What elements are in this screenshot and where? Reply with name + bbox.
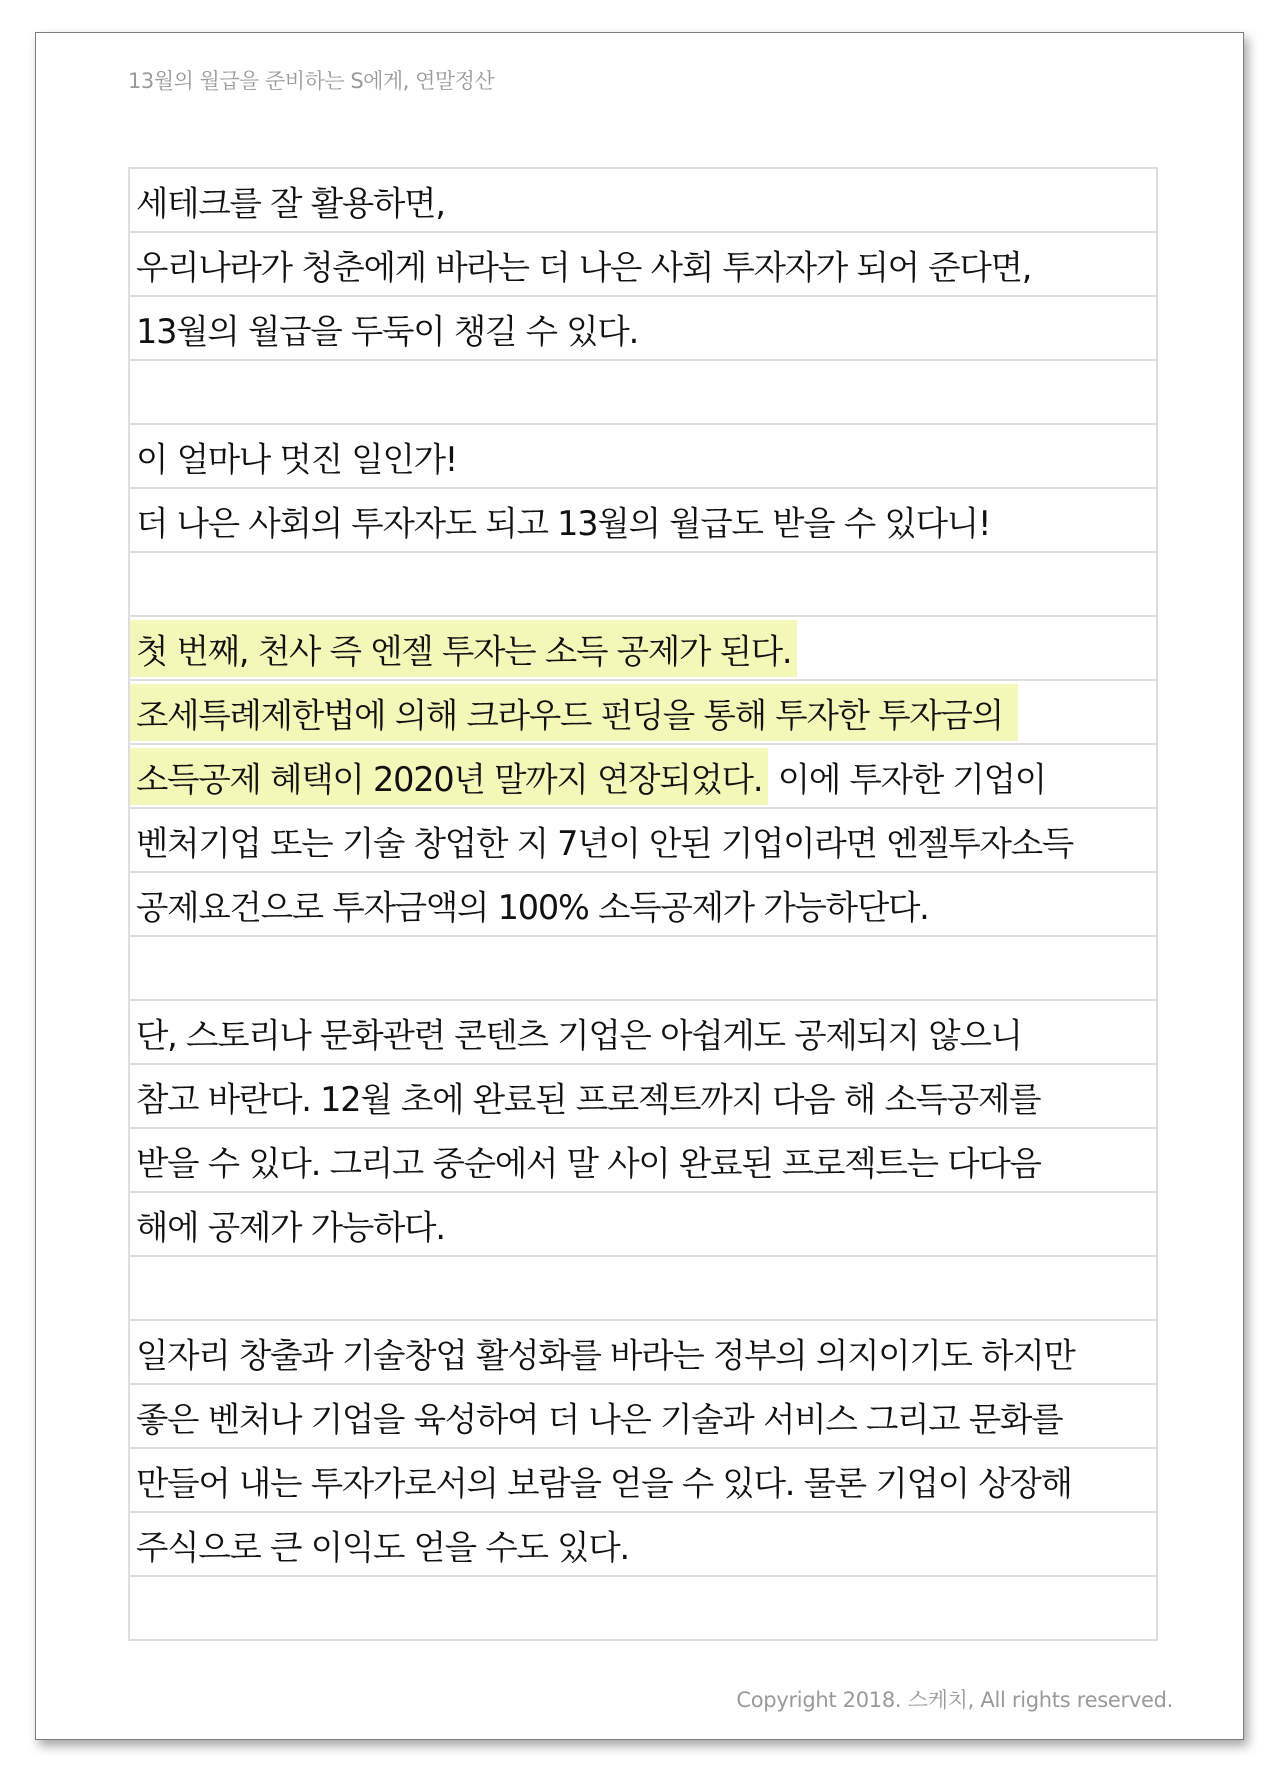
text-line <box>130 425 1156 489</box>
line-text: 단, 스토리나 문화관련 콘텐츠 기업은 아쉽게도 공제되지 않으니 <box>136 1015 1022 1055</box>
text-line <box>130 1065 1156 1129</box>
line-text: 세테크를 잘 활용하면, <box>136 183 445 223</box>
text-line <box>130 1513 1156 1577</box>
line-text: 참고 바란다. 12월 초에 완료된 프로젝트까지 다음 해 소득공제를 <box>136 1079 1041 1119</box>
lined-note-area <box>128 167 1158 1641</box>
line-text: 만들어 내는 투자가로서의 보람을 얻을 수 있다. 물론 기업이 상장해 <box>136 1463 1072 1503</box>
text-line <box>130 681 1156 745</box>
text-line <box>130 1129 1156 1193</box>
text-line <box>130 489 1156 553</box>
text-line <box>130 873 1156 937</box>
document-page <box>35 32 1244 1740</box>
highlighted-text: 소득공제 혜택이 2020년 말까지 연장되었다. <box>130 748 768 805</box>
line-text: 우리나라가 청춘에게 바라는 더 나은 사회 투자자가 되어 준다면, <box>136 247 1032 287</box>
highlighted-text: 조세특례제한법에 의해 크라우드 펀딩을 통해 투자한 투자금의 <box>130 684 1018 741</box>
line-text: 더 나은 사회의 투자자도 되고 13월의 월급도 받을 수 있다니! <box>136 503 991 543</box>
line-text: 받을 수 있다. 그리고 중순에서 말 사이 완료된 프로젝트는 다다음 <box>136 1143 1041 1183</box>
text-line <box>130 1449 1156 1513</box>
text-line <box>130 1001 1156 1065</box>
text-line <box>130 1321 1156 1385</box>
line-text: 주식으로 큰 이익도 얻을 수도 있다. <box>136 1527 629 1567</box>
copyright-footer: Copyright 2018. 스케치, All rights reserved. <box>736 1688 1173 1712</box>
highlighted-text: 첫 번째, 천사 즉 엔젤 투자는 소득 공제가 된다. <box>130 620 797 677</box>
line-text: 좋은 벤처나 기업을 육성하여 더 나은 기술과 서비스 그리고 문화를 <box>136 1399 1063 1439</box>
line-text: 이 얼마나 멋진 일인가! <box>136 439 458 479</box>
text-line <box>130 1385 1156 1449</box>
text-line <box>130 745 1156 809</box>
blank-line <box>130 1257 1156 1321</box>
line-text: 13월의 월급을 두둑이 챙길 수 있다. <box>136 311 639 351</box>
text-line <box>130 169 1156 233</box>
blank-line <box>130 1577 1156 1641</box>
page-header-title: 13월의 월급을 준비하는 S에게, 연말정산 <box>128 69 495 93</box>
line-text: 공제요건으로 투자금액의 100% 소득공제가 가능하단다. <box>136 887 929 927</box>
blank-line <box>130 361 1156 425</box>
blank-line <box>130 937 1156 1001</box>
line-text: 해에 공제가 가능하다. <box>136 1207 445 1247</box>
line-text: 일자리 창출과 기술창업 활성화를 바라는 정부의 의지이기도 하지만 <box>136 1335 1075 1375</box>
text-line <box>130 809 1156 873</box>
text-line <box>130 233 1156 297</box>
text-line <box>130 617 1156 681</box>
text-line <box>130 1193 1156 1257</box>
line-text: 벤처기업 또는 기술 창업한 지 7년이 안된 기업이라면 엔젤투자소득 <box>136 823 1074 863</box>
line-text: 이에 투자한 기업이 <box>768 759 1046 799</box>
blank-line <box>130 553 1156 617</box>
text-line <box>130 297 1156 361</box>
